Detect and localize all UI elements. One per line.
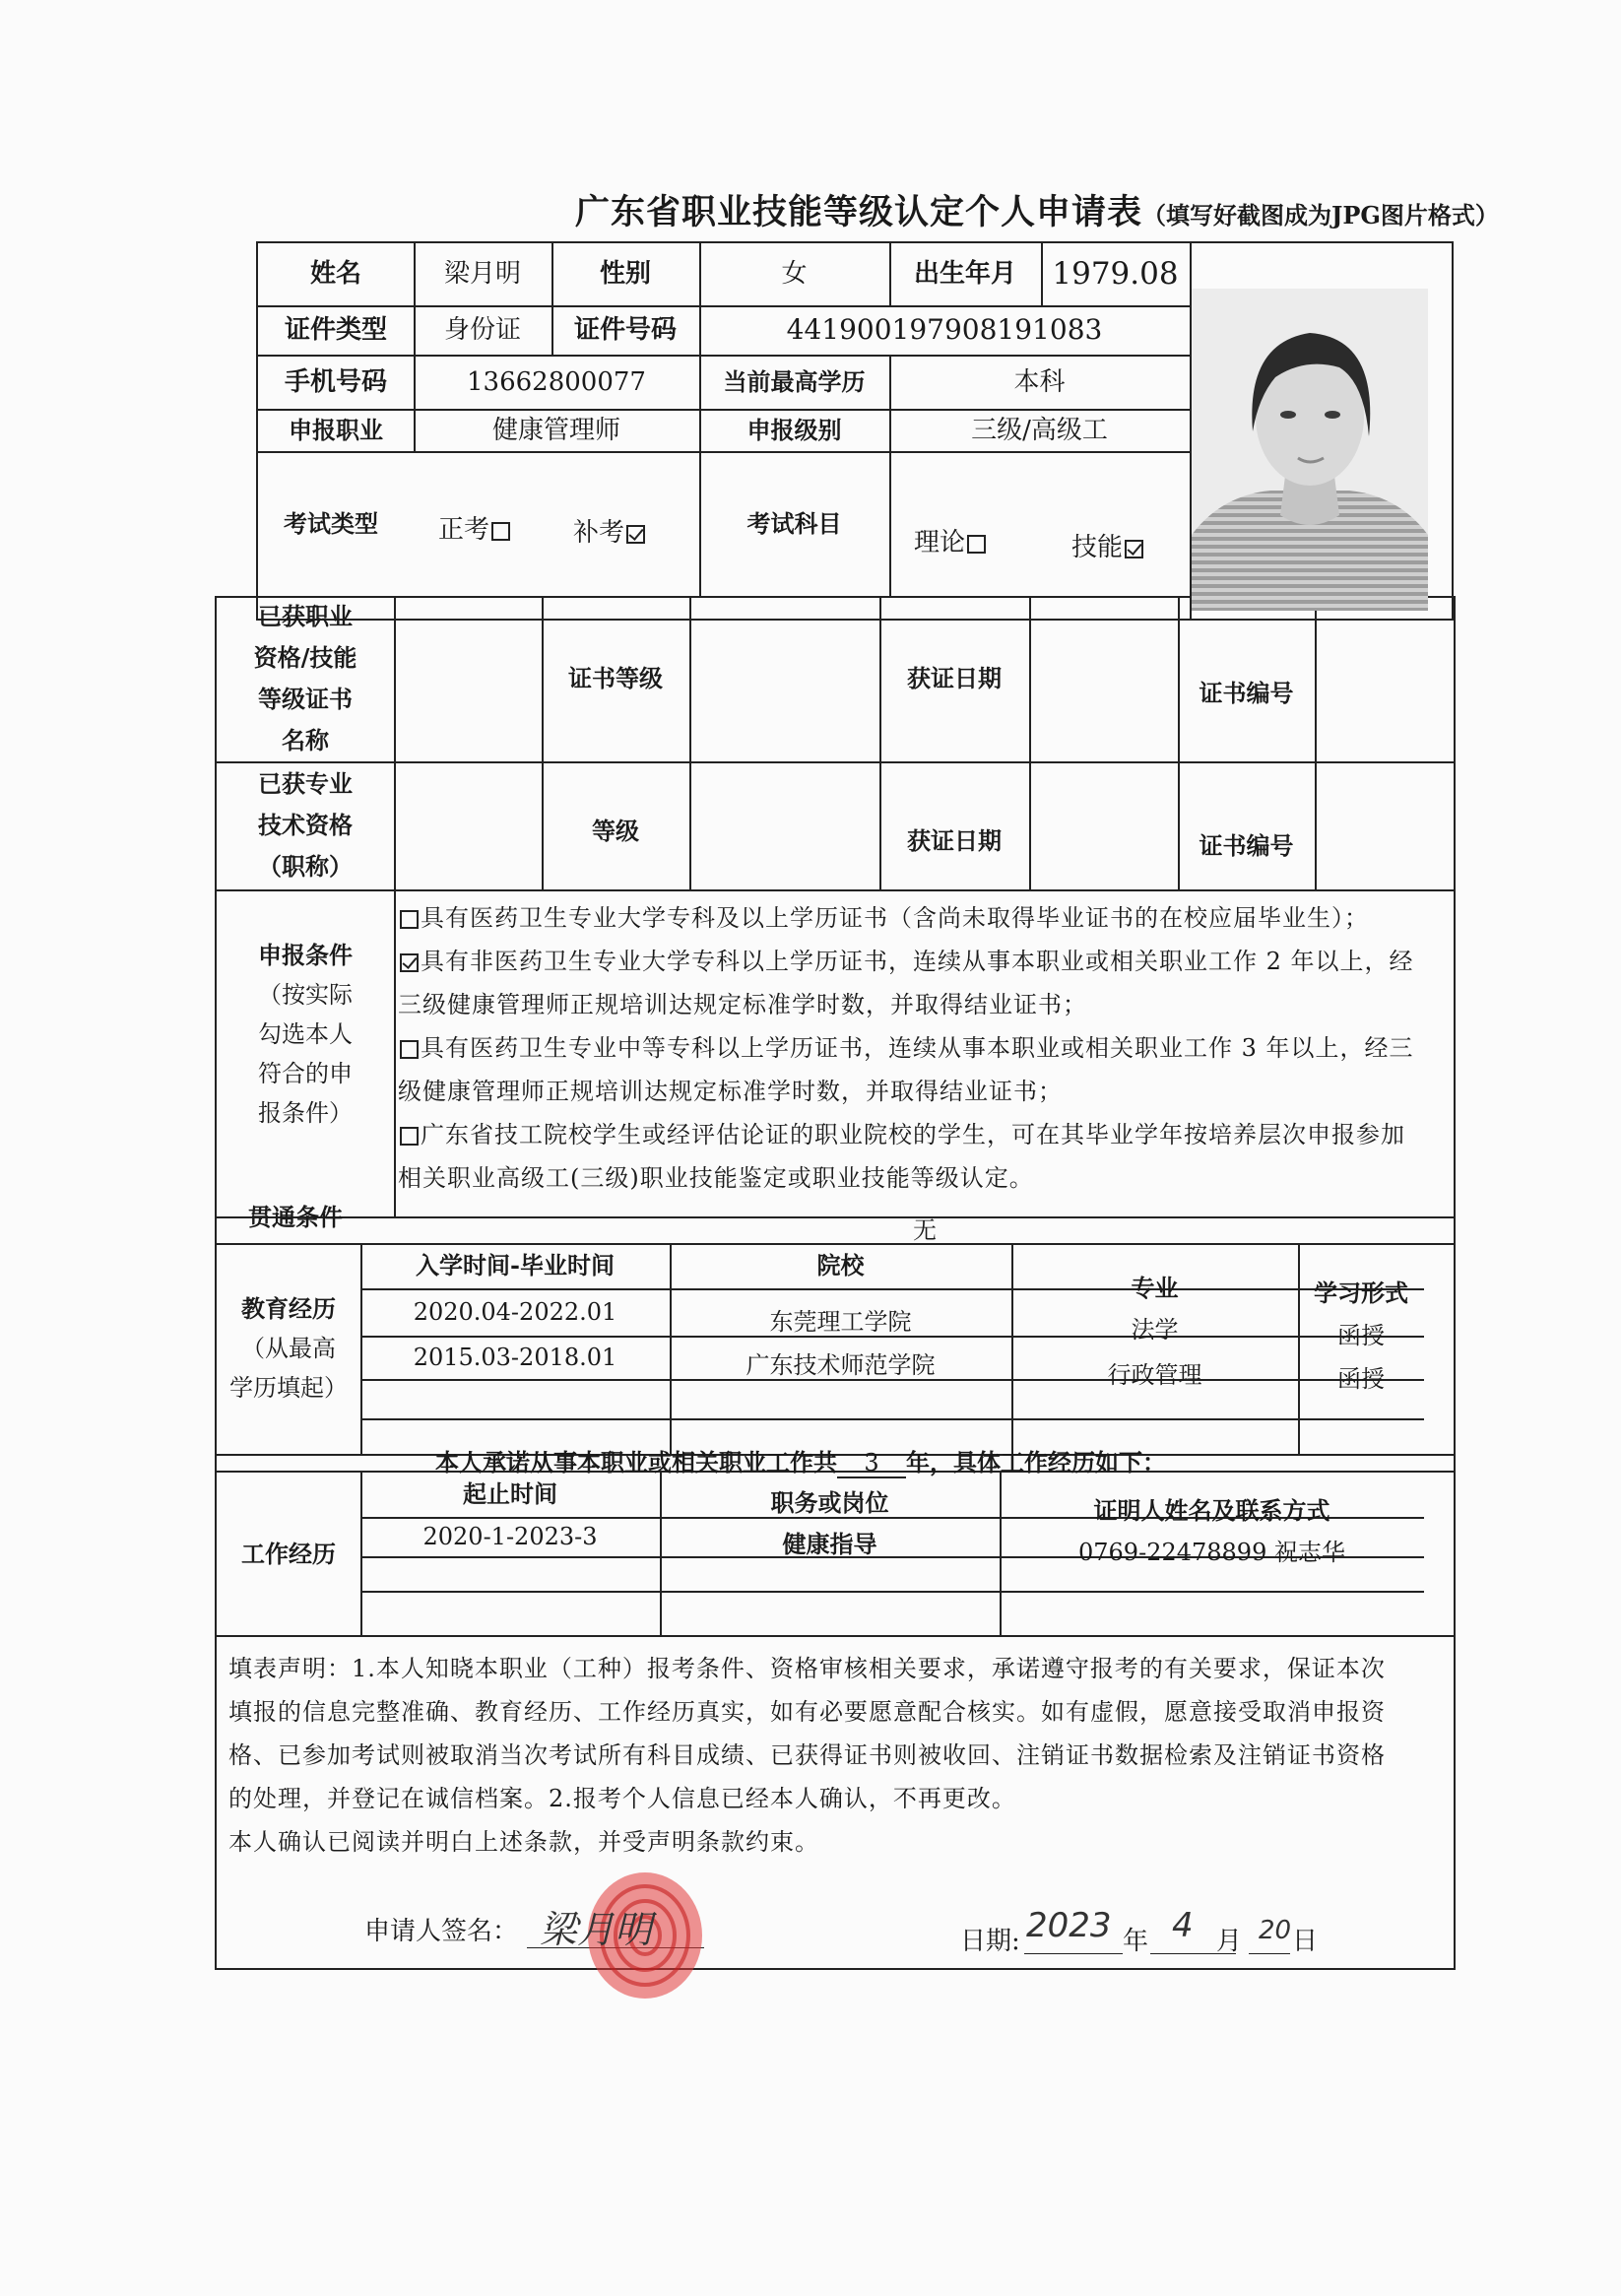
edu-header-school: 院校 xyxy=(816,1251,865,1279)
promise-years: 3 xyxy=(837,1449,906,1478)
edu-row-1-school: 东莞理工学院 xyxy=(769,1308,912,1336)
promise-after: 年，具体工作经历如下： xyxy=(906,1448,1166,1476)
through-value: 无 xyxy=(913,1215,937,1244)
edu-row-2-major: 行政管理 xyxy=(1107,1361,1202,1389)
condition-checkbox-4[interactable] xyxy=(400,1127,419,1146)
name-label: 姓名 xyxy=(309,258,361,289)
theory-checkbox[interactable] xyxy=(967,535,986,554)
edu-header-time: 入学时间-毕业时间 xyxy=(416,1251,615,1279)
date-month: 4 xyxy=(1172,1906,1194,1945)
prof-title-label xyxy=(217,761,394,889)
work-header-contact: 证明人姓名及联系方式 xyxy=(1093,1495,1330,1525)
condition-text: 具有医药卫生专业中等专科以上学历证书，连续从事本职业或相关职业工作 3 年以上，经三 xyxy=(421,1034,1414,1062)
prof-label-line: 技术资格 xyxy=(258,811,353,839)
skill-option[interactable] xyxy=(1071,527,1145,563)
promise-before: 本人承诺从事本职业或相关职业工作共 xyxy=(435,1448,837,1476)
conditions-label-block xyxy=(217,931,394,1138)
birth-label: 出生年月 xyxy=(913,258,1016,289)
cert-label-line: 资格/技能 xyxy=(253,643,357,672)
cert-date-label: 获证日期 xyxy=(907,664,1002,692)
phone-label: 手机号码 xyxy=(284,366,387,397)
condition-text: 相关职业高级工(三级)职业技能鉴定或职业技能等级认定。 xyxy=(398,1164,1034,1192)
declaration-line: 格、已参加考试则被取消当次考试所有科目成绩、已获得证书则被收回、注销证书数据检索及注销证书资格 xyxy=(228,1741,1386,1769)
cert-label-line: 已获职业 xyxy=(258,602,353,630)
exam-type-label: 考试类型 xyxy=(284,508,378,538)
edu-header-form: 学习形式 xyxy=(1314,1279,1408,1307)
condition-text: 广东省技工院校学生或经评估论证的职业院校的学生，可在其毕业学年按培养层次申报参加 xyxy=(421,1121,1405,1148)
id-type-value: 身份证 xyxy=(443,315,521,345)
exam-normal-label: 正考 xyxy=(438,515,490,545)
condition-text: 级健康管理师正规培训达规定标准学时数，并取得结业证书； xyxy=(398,1078,1063,1105)
condition-item-2 xyxy=(398,940,1414,1026)
id-no-value: 441900197908191083 xyxy=(786,313,1103,346)
theory-label: 理论 xyxy=(914,528,966,558)
edu-row-1-time: 2020.04-2022.01 xyxy=(413,1298,617,1326)
edu-row-2-school: 广东技术师范学院 xyxy=(746,1351,936,1379)
occupation-label: 申报职业 xyxy=(289,415,383,444)
exam-normal-option[interactable] xyxy=(438,509,512,546)
condition-item-4 xyxy=(398,1113,1405,1200)
form-title xyxy=(575,185,1499,234)
date-day: 20 xyxy=(1259,1916,1292,1945)
edu-row-2-form: 函授 xyxy=(1337,1365,1385,1393)
exam-normal-checkbox[interactable] xyxy=(491,522,510,541)
work-label: 工作经历 xyxy=(241,1539,336,1568)
applicant-signature: 梁月明 xyxy=(540,1908,653,1951)
condition-checkbox-2[interactable] xyxy=(400,953,419,972)
exam-subject-label: 考试科目 xyxy=(746,508,842,538)
cert-no-label: 证书编号 xyxy=(1199,679,1294,707)
theory-option[interactable] xyxy=(914,522,988,558)
condition-checkbox-3[interactable] xyxy=(400,1040,419,1059)
level-value: 三级/高级工 xyxy=(971,415,1108,445)
prof-label-line: 已获专业 xyxy=(258,769,353,798)
signature-label: 申请人签名： xyxy=(364,1917,519,1946)
cert-name-label xyxy=(217,596,394,761)
education-label-block xyxy=(217,1243,360,1454)
cert-label-line: 名称 xyxy=(282,726,329,754)
conditions-sub-line: （按实际 xyxy=(258,981,353,1009)
form-title-text: 广东省职业技能等级认定个人申请表 xyxy=(575,192,1143,232)
condition-item-3 xyxy=(398,1026,1414,1113)
prof-no-label: 证书编号 xyxy=(1199,831,1294,860)
through-label: 贯通条件 xyxy=(248,1203,343,1231)
edu-value: 本科 xyxy=(1013,366,1066,397)
conditions-sub-line: 勾选本人 xyxy=(258,1020,353,1048)
gender-label: 性别 xyxy=(599,258,651,289)
edu-row-2-time: 2015.03-2018.01 xyxy=(413,1344,617,1371)
education-sub-line: （从最高 xyxy=(241,1335,336,1362)
form-title-note: （填写好截图成为JPG图片格式） xyxy=(1142,201,1499,230)
prof-date-label: 获证日期 xyxy=(907,826,1002,855)
skill-label: 技能 xyxy=(1071,533,1124,562)
declaration-line: 填报的信息完整准确、教育经历、工作经历真实，如有必要愿意配合核实。如有虚假，愿意接受取消申报资 xyxy=(228,1698,1386,1726)
id-type-label: 证件类型 xyxy=(284,315,387,345)
condition-text: 具有非医药卫生专业大学专科以上学历证书，连续从事本职业或相关职业工作 2 年以上，经 xyxy=(421,948,1414,975)
work-row-1-post: 健康指导 xyxy=(782,1530,877,1558)
cert-grade-label: 证书等级 xyxy=(568,664,663,692)
declaration-line: 填表声明：1.本人知晓本职业（工种）报考条件、资格审核相关要求，承诺遵守报考的有关要求，保证本次 xyxy=(228,1655,1386,1682)
education-label: 教育经历 xyxy=(241,1294,336,1323)
prof-label-line: （职称） xyxy=(258,852,353,881)
condition-text: 三级健康管理师正规培训达规定标准学时数，并取得结业证书； xyxy=(398,991,1087,1018)
id-no-label: 证件号码 xyxy=(573,315,677,345)
declaration-line: 本人确认已阅读并明白上述条款，并受声明条款约束。 xyxy=(228,1828,819,1856)
skill-checkbox[interactable] xyxy=(1125,540,1143,558)
birth-value: 1979.08 xyxy=(1052,255,1179,292)
cert-label-line: 等级证书 xyxy=(258,685,353,713)
conditions-sub-line: 报条件） xyxy=(258,1099,353,1127)
gender-value: 女 xyxy=(781,258,808,289)
work-header-time: 起止时间 xyxy=(463,1478,557,1508)
declaration xyxy=(228,1647,1386,1864)
edu-row-1-form: 函授 xyxy=(1337,1322,1385,1349)
exam-makeup-option[interactable] xyxy=(573,512,647,549)
occupation-value: 健康管理师 xyxy=(491,415,620,445)
work-row-1-contact: 0769-22478899 祝志华 xyxy=(1078,1539,1345,1566)
condition-text: 具有医药卫生专业大学专科及以上学历证书（含尚未取得毕业证书的在校应届毕业生）； xyxy=(421,904,1369,932)
date-day-unit: 日 xyxy=(1292,1927,1319,1956)
education-sub-line: 学历填起） xyxy=(229,1374,348,1402)
declaration-line: 的处理，并登记在诚信档案。2.报考个人信息已经本人确认，不再更改。 xyxy=(228,1785,1016,1812)
conditions-label: 申报条件 xyxy=(258,941,353,969)
exam-makeup-checkbox[interactable] xyxy=(626,525,645,544)
work-row-1-time: 2020-1-2023-3 xyxy=(422,1523,598,1550)
date-year: 2023 xyxy=(1026,1906,1112,1945)
exam-makeup-label: 补考 xyxy=(573,518,625,548)
prof-grade-label: 等级 xyxy=(592,817,639,845)
condition-checkbox-1[interactable] xyxy=(400,910,419,929)
date-label: 日期: xyxy=(960,1927,1020,1956)
date-year-unit: 年 xyxy=(1123,1927,1149,1956)
phone-value: 13662800077 xyxy=(467,366,646,397)
condition-item-1 xyxy=(398,896,1369,940)
name-value: 梁月明 xyxy=(443,258,521,289)
date-month-unit: 月 xyxy=(1216,1927,1243,1956)
work-header-post: 职务或岗位 xyxy=(770,1487,889,1517)
conditions-sub-line: 符合的申 xyxy=(258,1060,353,1087)
edu-row-1-major: 法学 xyxy=(1131,1316,1179,1344)
applicant-photo xyxy=(1192,289,1428,611)
edu-header-major: 专业 xyxy=(1131,1274,1179,1302)
level-label: 申报级别 xyxy=(746,415,842,444)
edu-label: 当前最高学历 xyxy=(723,366,866,396)
